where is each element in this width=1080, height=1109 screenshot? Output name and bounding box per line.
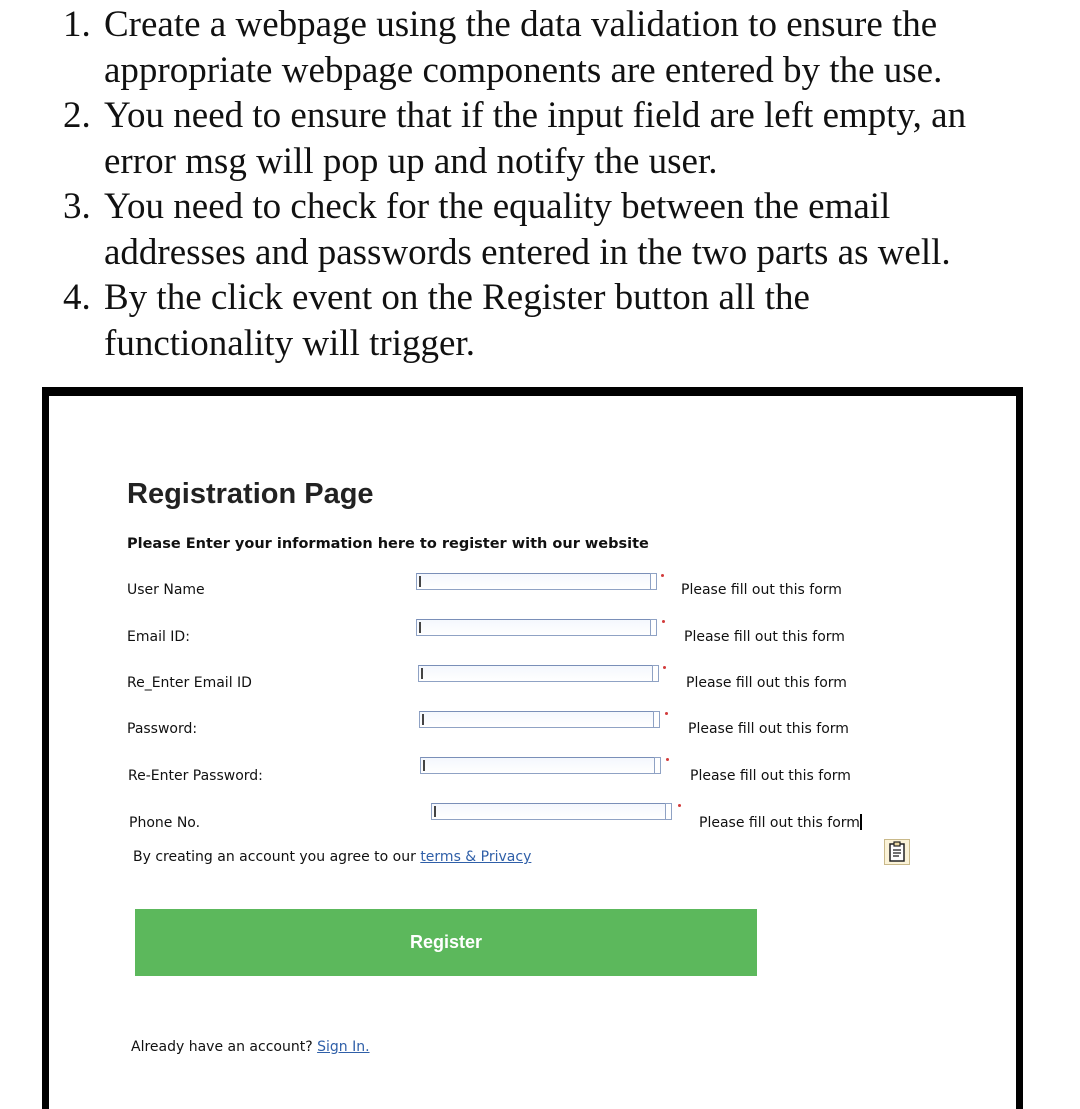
input-endcap [650,573,657,590]
required-indicator [661,574,664,577]
field-error-email: Please fill out this form [684,629,845,645]
agree-text-label: By creating an account you agree to our [133,849,421,865]
required-indicator [662,620,665,623]
text-cursor [421,668,423,679]
field-label-user-name: User Name [127,582,205,598]
instruction-number: 4. [63,277,91,318]
instruction-line: Create a webpage using the data validation to ensure the [104,4,938,45]
signin-text-label: Already have an account? [131,1039,318,1055]
instruction-line: You need to check for the equality between the email [104,186,891,227]
email-input[interactable] [416,619,651,636]
instruction-number: 1. [63,4,91,45]
input-endcap [665,803,672,820]
instruction-number: 3. [63,186,91,227]
required-indicator [663,666,666,669]
text-cursor [419,576,421,587]
page-title: Registration Page [127,478,374,510]
text-cursor [860,814,862,830]
instruction-line: By the click event on the Register button all the [104,277,810,318]
password-input[interactable] [419,711,654,728]
field-error-password: Please fill out this form [688,721,849,737]
input-endcap [650,619,657,636]
required-indicator [678,804,681,807]
required-indicator [665,712,668,715]
required-indicator [666,758,669,761]
instruction-line: You need to ensure that if the input field are left empty, an [104,95,967,136]
re-email-input[interactable] [418,665,653,682]
re-password-input[interactable] [420,757,655,774]
instruction-line: addresses and passwords entered in the two parts as well. [104,231,951,273]
field-label-re-password: Re-Enter Password: [128,768,263,784]
field-error-phone [699,814,862,831]
terms-privacy-link[interactable]: terms & Privacy [420,849,532,865]
field-error-phone-text: Please fill out this form [699,815,860,831]
clipboard-icon[interactable] [884,839,910,865]
field-label-password: Password: [127,721,198,737]
agree-text [133,849,531,865]
clipboard-icon-glyph [885,840,909,864]
screenshot-frame [42,387,1023,1109]
instructions [0,0,1080,380]
user-name-input[interactable] [416,573,651,590]
instruction-line: appropriate webpage components are entered by the use. [104,49,943,91]
field-error-re-email: Please fill out this form [686,675,847,691]
text-cursor [434,806,436,817]
phone-input[interactable] [431,803,666,820]
intro-text: Please Enter your information here to register with our website [127,536,649,552]
instruction-line: functionality will trigger. [104,322,475,364]
field-label-phone: Phone No. [129,815,201,831]
sign-in-link[interactable]: Sign In. [317,1039,370,1055]
input-endcap [654,757,661,774]
field-error-user-name: Please fill out this form [681,582,842,598]
field-label-email: Email ID: [127,629,190,645]
field-label-re-email: Re_Enter Email ID [127,675,252,691]
input-endcap [653,711,660,728]
instruction-line: error msg will pop up and notify the user. [104,140,718,182]
instruction-number: 2. [63,95,91,136]
input-endcap [652,665,659,682]
field-error-re-password: Please fill out this form [690,768,851,784]
text-cursor [419,622,421,633]
text-cursor [423,760,425,771]
text-cursor [422,714,424,725]
register-button[interactable]: Register [135,909,757,976]
signin-text [131,1039,370,1055]
